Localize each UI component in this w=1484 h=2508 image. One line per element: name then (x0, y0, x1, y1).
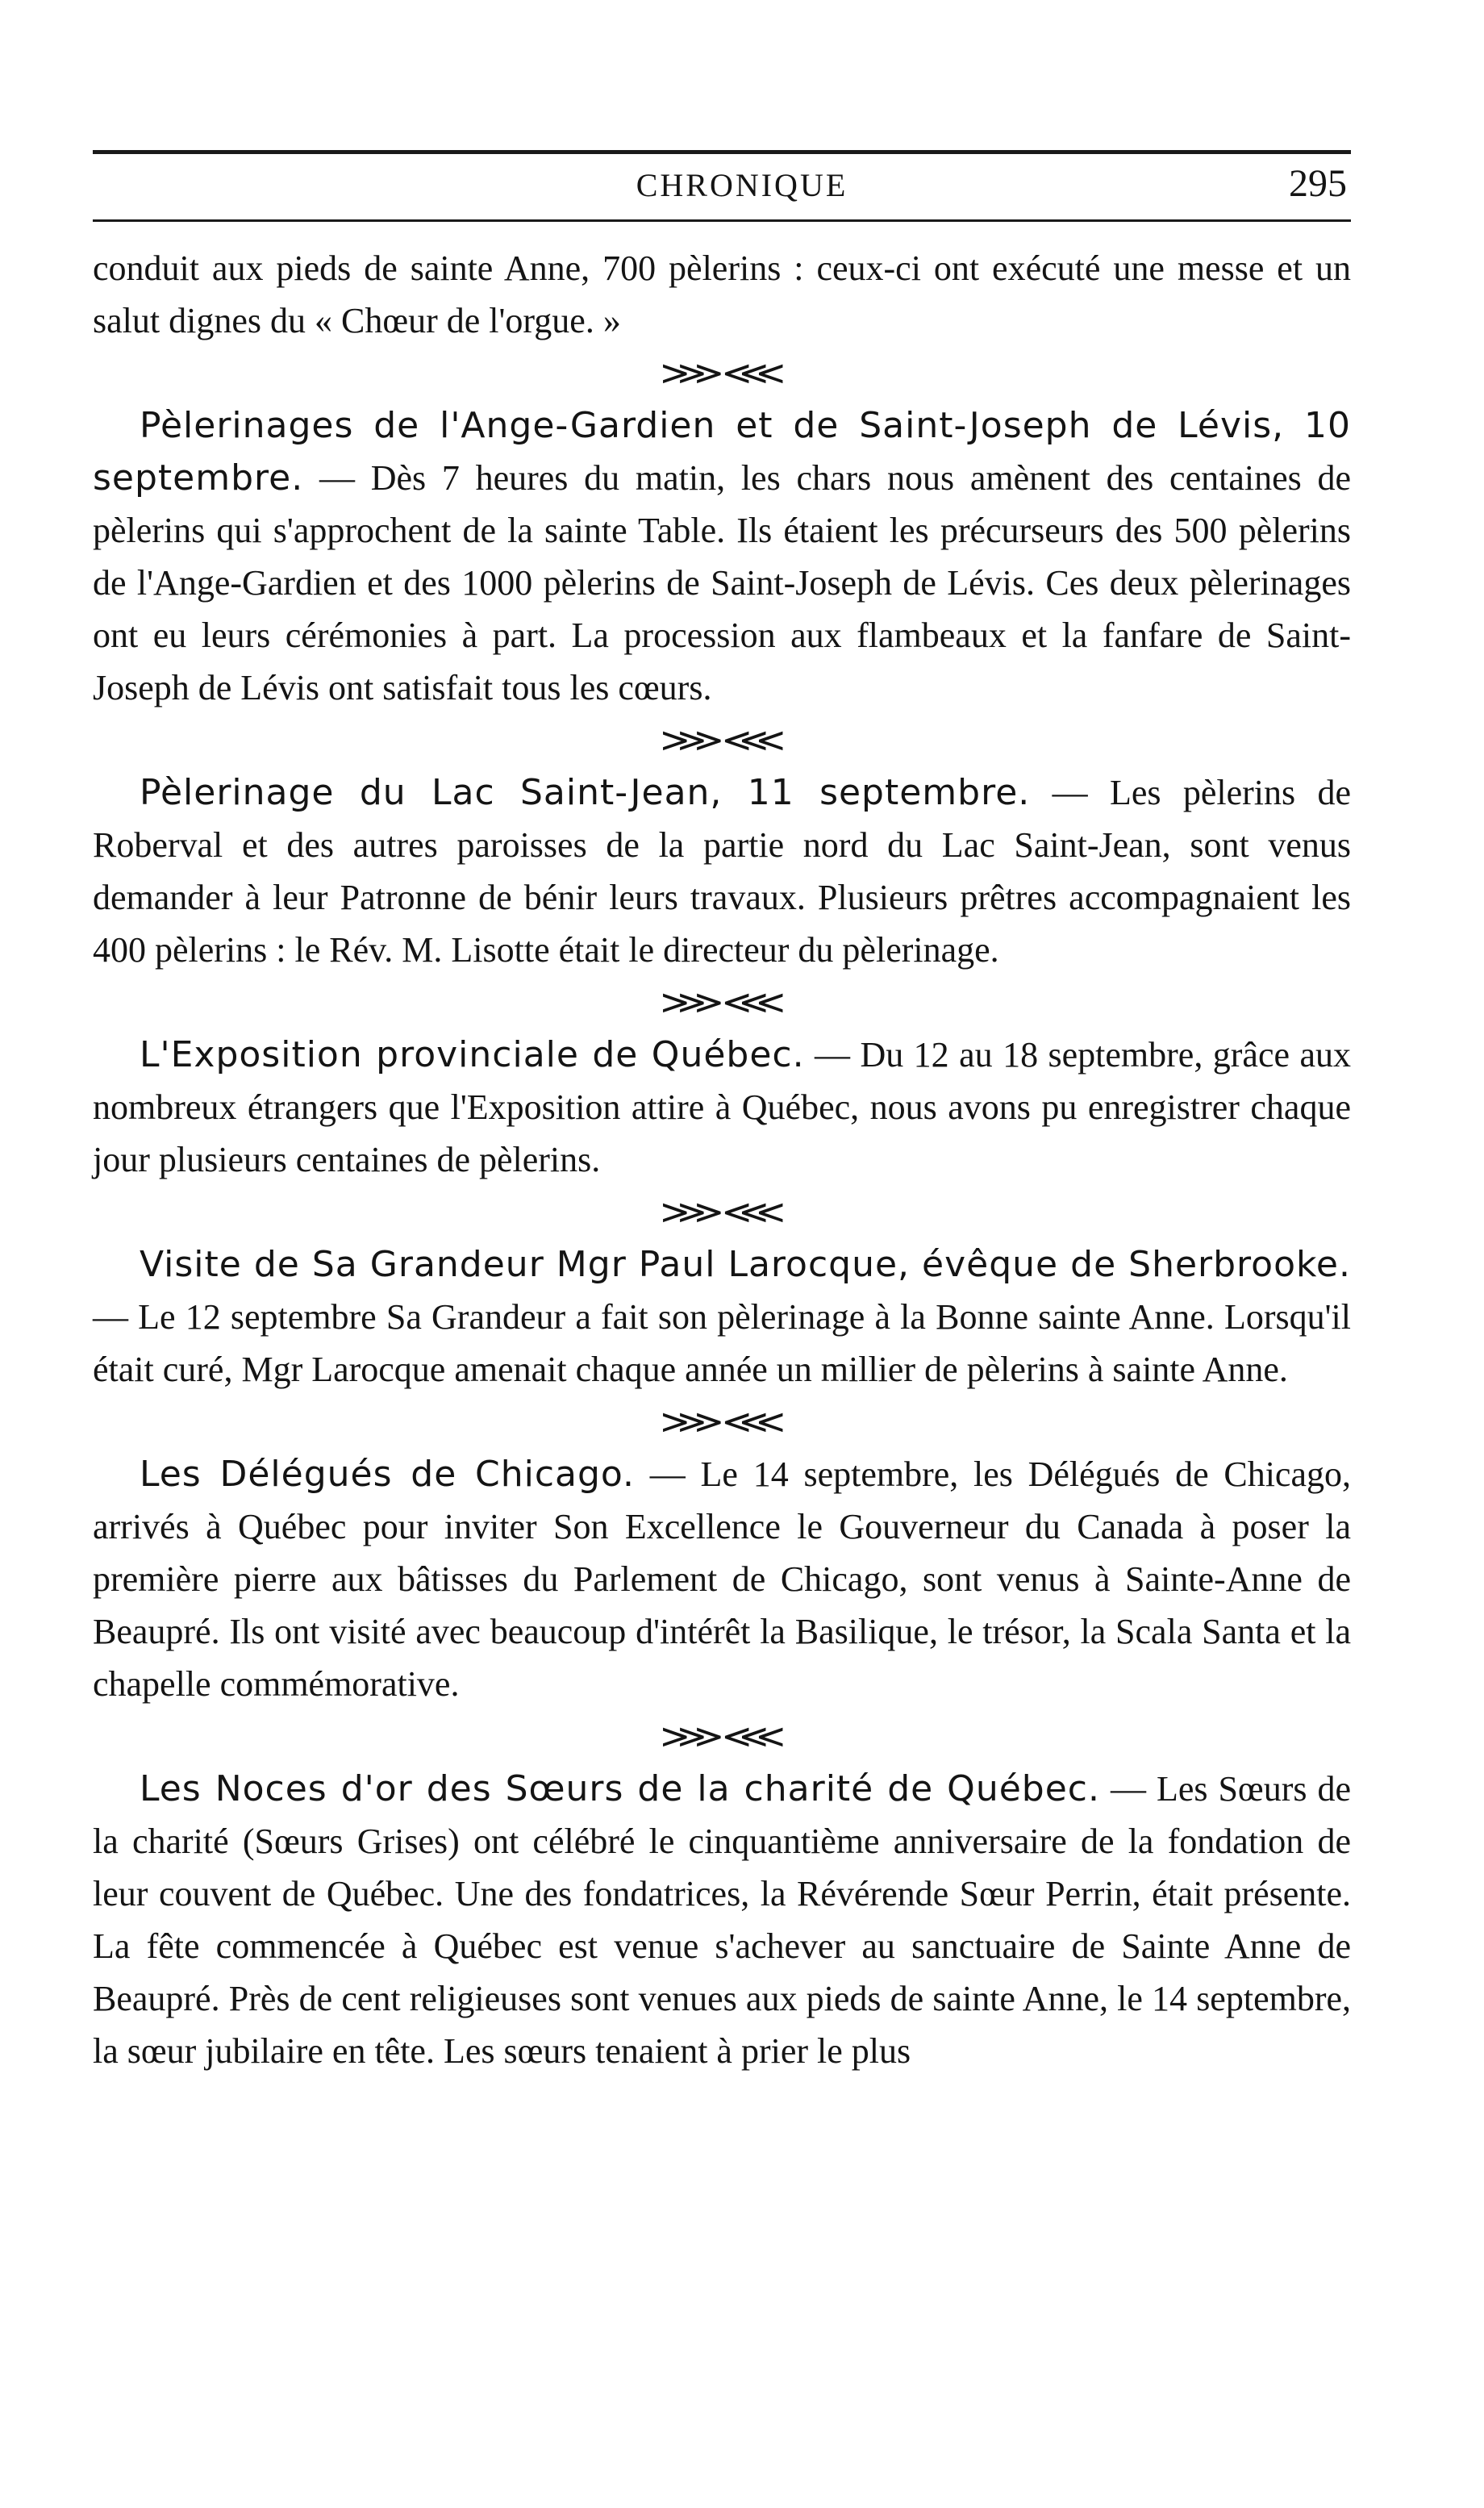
section-divider-ornament (93, 976, 1351, 1029)
paragraph-heading: Pèlerinages de l'Ange-Gardien et de Saint-Joseph de Lévis, 10 septembre. (93, 405, 1351, 499)
divider-glyph: ⋙⋘ (660, 1404, 784, 1440)
page-number: 295 (1289, 162, 1347, 205)
paragraph-text: — Les pèlerins de Roberval et des autres paroisses de la partie nord du Lac Saint-Jean, sont venus demander à leur Patronne de bénir leurs travaux. Plusieurs prêtres accompagnaient les 400 pèlerins : le Rév. M. Lisotte était le directeur du pèlerinage. (93, 773, 1351, 970)
paragraph-heading: Visite de Sa Grandeur Mgr Paul Larocque, évêque de Sherbrooke. (140, 1244, 1351, 1285)
divider-glyph: ⋙⋘ (660, 355, 784, 391)
running-title: CHRONIQUE (636, 167, 848, 203)
section-divider-ornament (93, 714, 1351, 766)
divider-glyph: ⋙⋘ (660, 722, 784, 758)
body-text (93, 242, 1351, 2077)
header-bottom-rule (93, 219, 1351, 222)
paragraph-heading: Pèlerinage du Lac Saint-Jean, 11 septembre. (140, 772, 1031, 813)
paragraph-heading: Les Délégués de Chicago. (140, 1454, 636, 1495)
paragraph-text: — Le 14 septembre, les Délégués de Chicago, arrivés à Québec pour inviter Son Excellence le Gouverneur du Canada à poser la première pierre aux bâtisses du Parlement de Chicago, sont venus à Sainte-Anne de Beaupré. Ils ont visité avec beaucoup d'intérêt la Basilique, le trésor, la Scala Santa et la chapelle commémorative. (93, 1454, 1351, 1704)
paragraph-lac-saint-jean (93, 766, 1351, 976)
paragraph-heading: Les Noces d'or des Sœurs de la charité de Québec. (140, 1768, 1100, 1809)
divider-glyph: ⋙⋘ (660, 984, 784, 1020)
divider-glyph: ⋙⋘ (660, 1194, 784, 1230)
paragraph-chicago (93, 1448, 1351, 1710)
paragraph-continuation (93, 242, 1351, 347)
paragraph-text: — Les Sœurs de la charité (Sœurs Grises) ont célébré le cinquantième anniversaire de la fondation de leur couvent de Québec. Une des fondatrices, la Révérende Sœur Perrin, était présente. La fête commencée à Québec est venue s'achever au sanctuaire de Sainte Anne de Beaupré. Près de cent religieuses sont venues aux pieds de sainte Anne, le 14 septembre, la sœur jubilaire en tête. Les sœurs tenaient à prier le plus (93, 1769, 1352, 2071)
paragraph-exposition (93, 1029, 1351, 1186)
divider-glyph: ⋙⋘ (660, 1718, 784, 1755)
paragraph-text: — Le 12 septembre Sa Grandeur a fait son pèlerinage à la Bonne sainte Anne. Lorsqu'il était curé, Mgr Larocque amenait chaque année un millier de pèlerins à sainte Anne. (93, 1297, 1351, 1389)
section-divider-ornament (93, 1396, 1351, 1448)
section-divider-ornament (93, 347, 1351, 399)
paragraph-larocque (93, 1238, 1351, 1396)
paragraph-text: — Du 12 au 18 septembre, grâce aux nombreux étrangers que l'Exposition attire à Québec, nous avons pu enregistrer chaque jour plusieurs centaines de pèlerins. (93, 1035, 1351, 1179)
header-top-rule (93, 150, 1351, 154)
paragraph-heading: L'Exposition provinciale de Québec. (140, 1034, 805, 1075)
paragraph-ange-gardien (93, 399, 1351, 714)
paragraph-text: conduit aux pieds de sainte Anne, 700 pèlerins : ceux-ci ont exécuté une messe et un salut dignes du « Chœur de l'orgue. » (93, 248, 1351, 340)
section-divider-ornament (93, 1710, 1351, 1763)
paragraph-text: — Dès 7 heures du matin, les chars nous amènent des centaines de pèlerins qui s'approchent de la sainte Table. Ils étaient les précurseurs des 500 pèlerins de l'Ange-Gardien et des 1000 pèlerins de Saint-Joseph de Lévis. Ces deux pèlerinages ont eu leurs cérémonies à part. La procession aux flambeaux et la fanfare de Saint-Joseph de Lévis ont satisfait tous les cœurs. (93, 458, 1351, 707)
section-divider-ornament (93, 1186, 1351, 1238)
paragraph-noces-or (93, 1763, 1351, 2077)
